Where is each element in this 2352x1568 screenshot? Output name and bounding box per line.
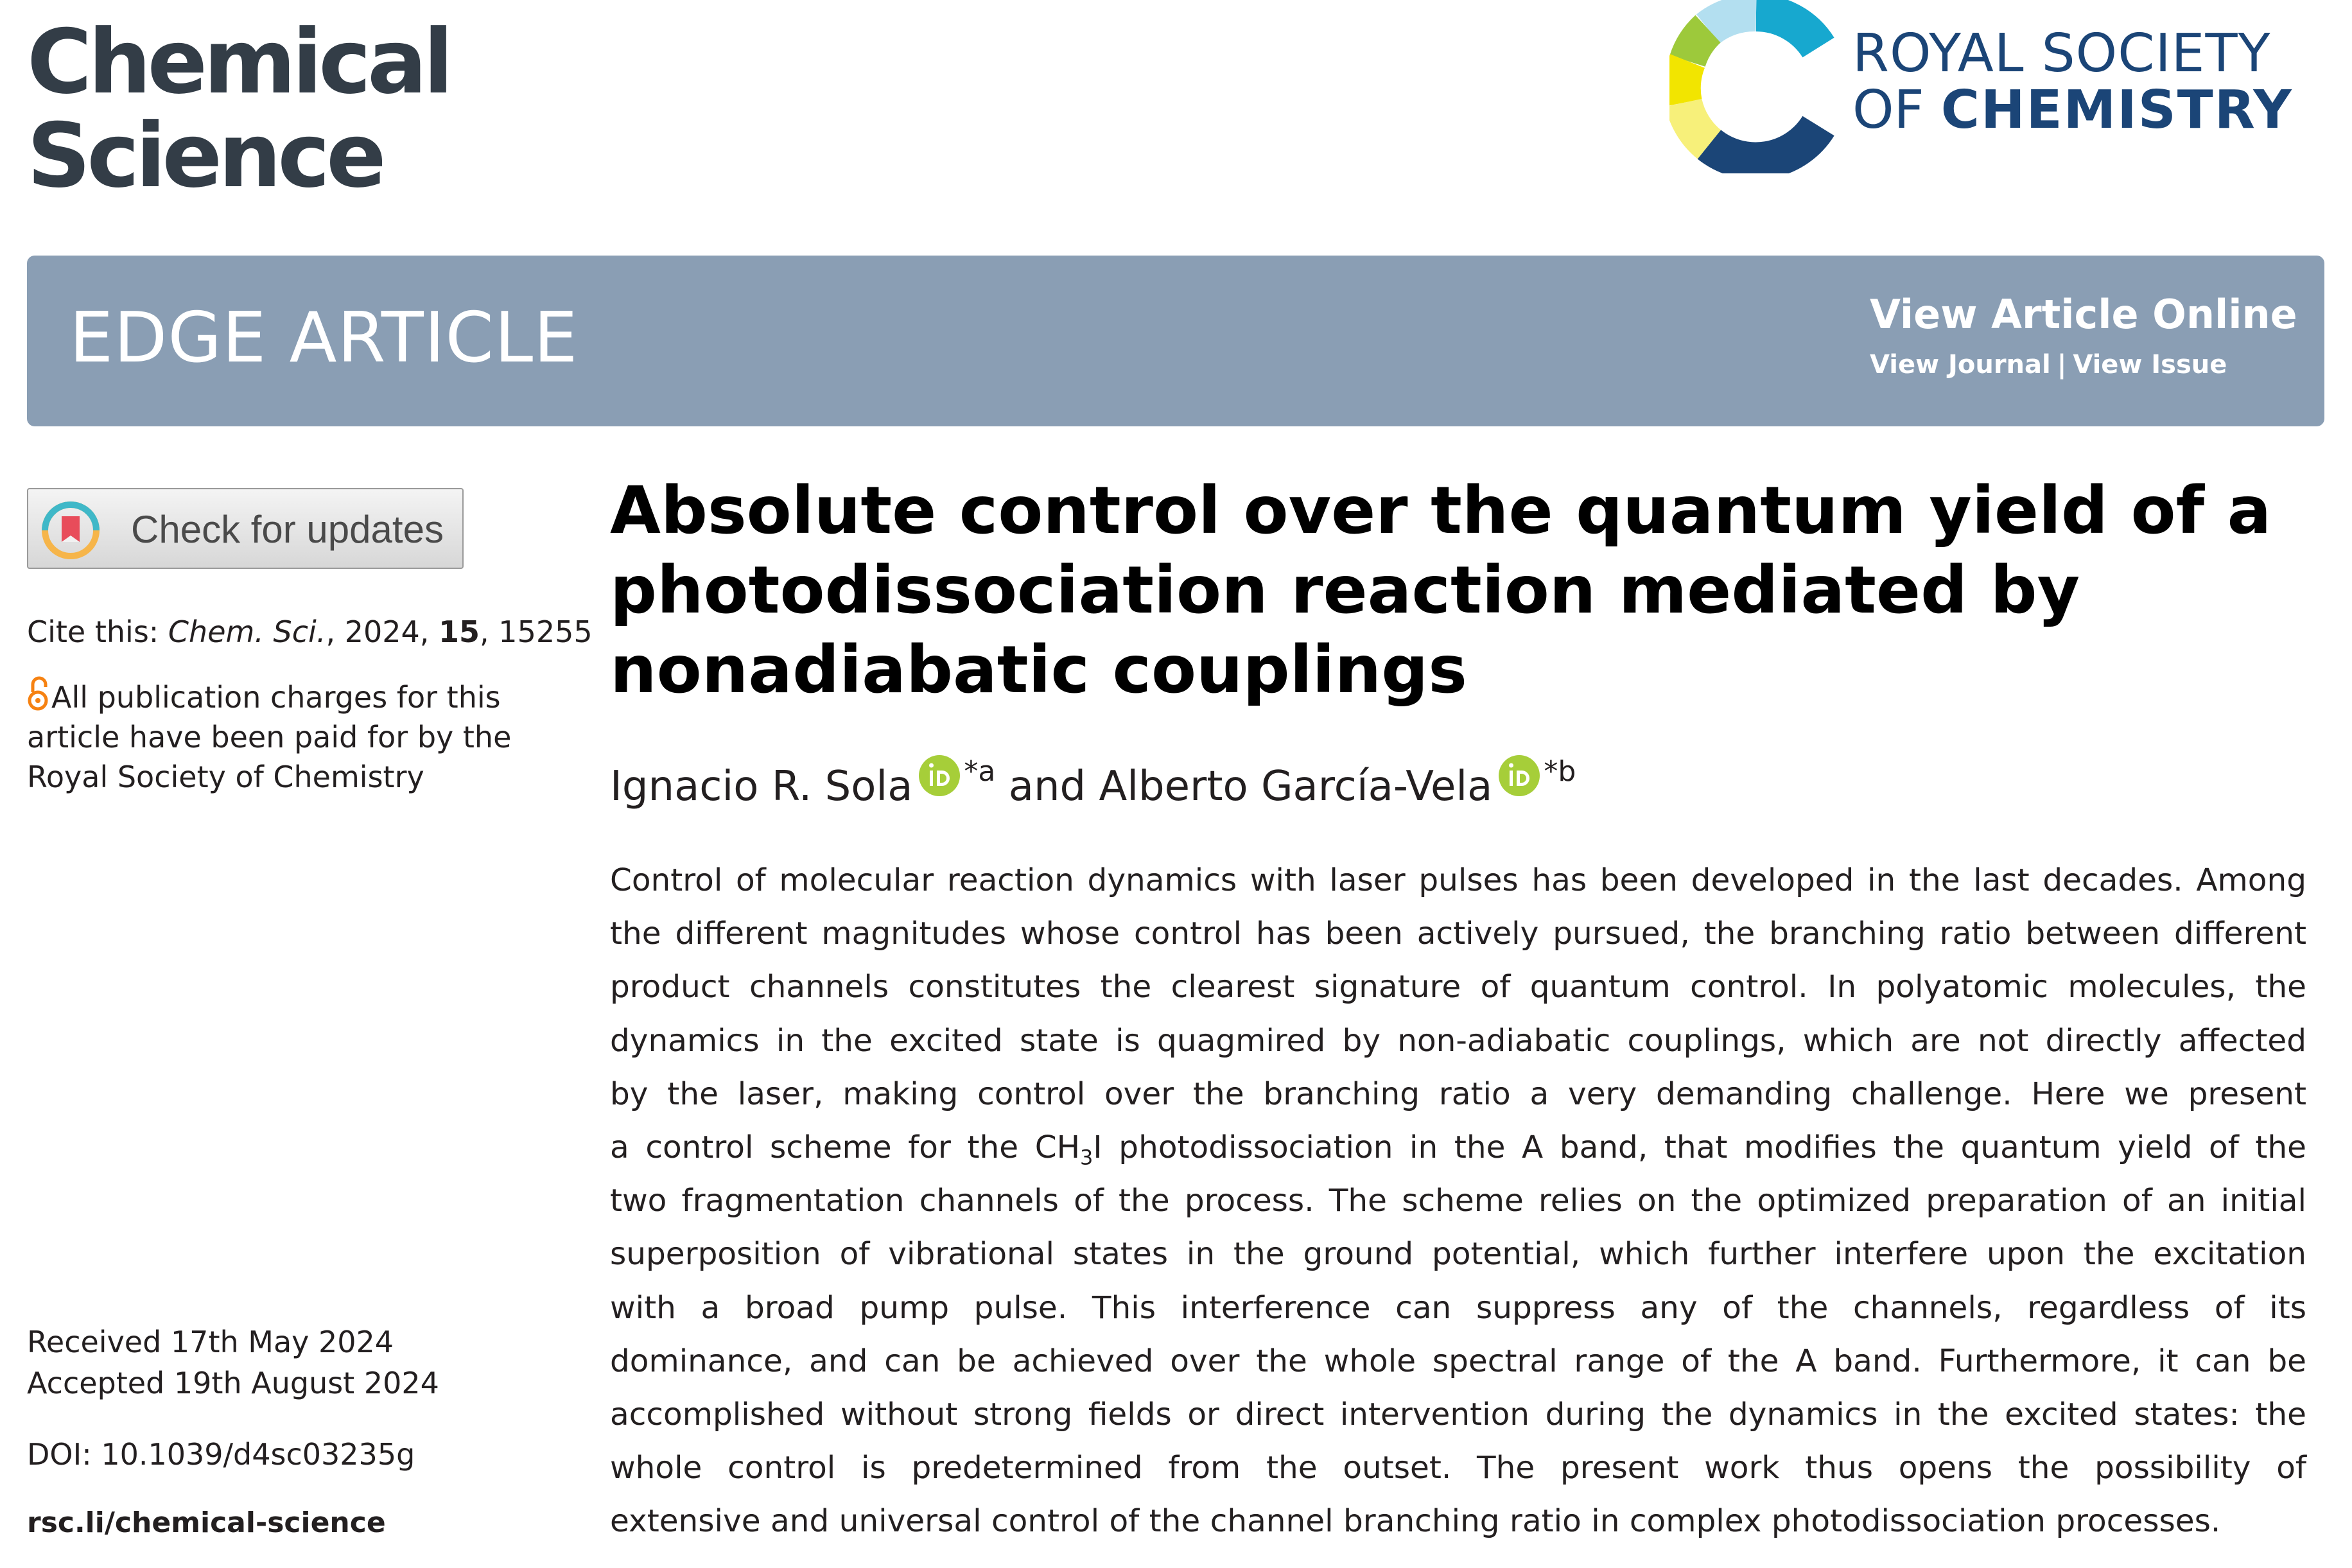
- journal-title-line2: Science: [27, 104, 383, 207]
- publisher-name: [1852, 23, 2293, 141]
- open-access-statement: [27, 675, 579, 797]
- article-dates: [27, 1321, 439, 1404]
- abstract-line: [610, 1121, 2306, 1174]
- check-for-updates-label: Check for updates: [131, 508, 444, 551]
- abstract-line: product channels constitutes the clearest signature of quantum control. In polyatomic molecules, the: [610, 969, 2306, 1006]
- author-affiliation-marks: *a: [964, 755, 996, 788]
- accepted-date: Accepted 19th August 2024: [27, 1366, 439, 1400]
- abstract-line: the different magnitudes whose control has been actively pursued, the branching ratio between different: [610, 916, 2306, 952]
- view-issue-link[interactable]: View Issue: [2073, 350, 2227, 379]
- view-links: [1870, 345, 2227, 384]
- view-journal-link[interactable]: View Journal: [1870, 350, 2051, 379]
- article-type: EDGE ARTICLE: [69, 298, 579, 378]
- view-links-separator: |: [2057, 350, 2067, 379]
- abstract-line: two fragmentation channels of the process. The scheme relies on the optimized preparation of an initial: [610, 1183, 2306, 1219]
- received-date: Received 17th May 2024: [27, 1325, 394, 1359]
- cite-volume: 15: [439, 614, 480, 649]
- formula-subscript: 3: [1080, 1145, 1093, 1170]
- abstract: [610, 854, 2306, 1549]
- cite-label: Cite this:: [27, 614, 159, 649]
- author-affiliation-marks: *b: [1544, 755, 1576, 788]
- abstract-line: Control of molecular reaction dynamics with laser pulses has been developed in the last decades. Among: [610, 862, 2306, 898]
- open-access-text: All publication charges for this article have been paid for by the Royal Society of Chemistry: [27, 680, 512, 794]
- publisher-name-line1: ROYAL SOCIETY: [1852, 23, 2271, 84]
- open-access-lock-icon: [27, 675, 49, 711]
- check-for-updates-button[interactable]: [27, 488, 464, 569]
- abstract-line: dynamics in the excited state is quagmired by non-adiabatic couplings, which are not directly affected: [610, 1022, 2306, 1059]
- author-joiner: and: [1008, 763, 1086, 810]
- cite-journal: Chem. Sci.: [168, 614, 326, 649]
- rsc-logo[interactable]: [1669, 0, 2324, 173]
- abstract-line-start: a control scheme for the CH: [610, 1129, 1081, 1166]
- abstract-line: superposition of vibrational states in the ground potential, which further interfere upon the excitation: [610, 1236, 2306, 1273]
- article-type-banner: [27, 256, 2324, 426]
- orcid-icon[interactable]: [1499, 755, 1540, 796]
- orcid-icon[interactable]: [919, 755, 960, 796]
- author-name[interactable]: Ignacio R. Sola: [610, 763, 913, 810]
- publisher-name-line2: [1852, 82, 2293, 139]
- journal-link[interactable]: rsc.li/chemical-science: [27, 1506, 386, 1539]
- view-article-online-link[interactable]: View Article Online: [1870, 291, 2297, 338]
- journal-title: [27, 10, 450, 207]
- check-for-updates-icon: [41, 501, 100, 560]
- journal-title-line1: Chemical: [27, 10, 450, 114]
- abstract-line: by the laser, making control over the branching ratio a very demanding challenge. Here we present: [610, 1076, 2306, 1112]
- author-list: [610, 751, 1576, 822]
- cite-page: 15255: [498, 614, 593, 649]
- abstract-line: with a broad pump pulse. This interference can suppress any of the channels, regardless of its: [610, 1289, 2306, 1326]
- abstract-line-rest: I photodissociation in the A band, that modifies the quantum yield of the: [1093, 1129, 2306, 1166]
- cite-year: 2024: [344, 614, 420, 649]
- publisher-name-chemistry: CHEMISTRY: [1940, 80, 2293, 141]
- abstract-line: dominance, and can be achieved over the whole spectral range of the A band. Furthermore, it can be: [610, 1343, 2306, 1379]
- abstract-line: whole control is predetermined from the outset. The present work thus opens the possibility of: [610, 1450, 2306, 1486]
- doi[interactable]: DOI: 10.1039/d4sc03235g: [27, 1437, 415, 1472]
- abstract-line: extensive and universal control of the channel branching ratio in complex photodissociation processes.: [610, 1503, 2221, 1540]
- citation: Cite this: Chem. Sci., 2024, 15, 15255: [27, 614, 593, 649]
- article-title: Absolute control over the quantum yield of a photodissociation reaction mediated by nonadiabatic couplings: [610, 473, 2272, 708]
- publisher-name-of: OF: [1852, 80, 1924, 141]
- rsc-c-mark-icon: [1669, 0, 1843, 173]
- abstract-line: accomplished without strong fields or direct intervention during the dynamics in the excited states: the: [610, 1397, 2306, 1433]
- author-name[interactable]: Alberto García-Vela: [1099, 763, 1493, 810]
